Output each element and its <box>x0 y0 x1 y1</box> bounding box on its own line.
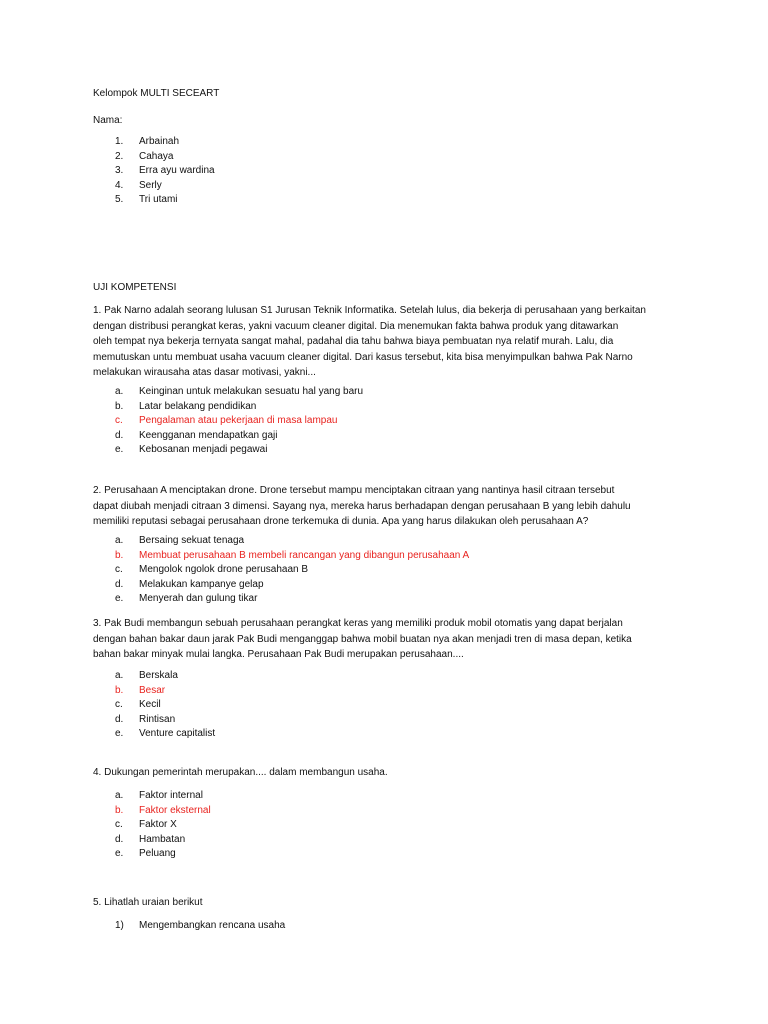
question-line: bahan bakar minyak mulai langka. Perusahaan Pak Budi merupakan perusahaan.... <box>93 649 464 660</box>
option-letter: a. <box>115 386 124 397</box>
option-letter: b. <box>115 400 124 412</box>
option-letter: b. <box>115 684 124 696</box>
question-3-text <box>93 616 683 663</box>
option-text: Venture capitalist <box>139 728 216 739</box>
option-letter: 1) <box>115 920 124 931</box>
option-text: Mengembangkan rencana usaha <box>139 920 286 931</box>
question-2-text <box>93 483 683 530</box>
option-text: Membuat perusahaan B membeli rancangan yang dibangun perusahaan A <box>139 549 470 561</box>
group-title: Kelompok MULTI SECEART <box>93 88 220 99</box>
option-text: Berskala <box>139 670 178 681</box>
member-name: Arbainah <box>139 136 180 147</box>
question-line: melakukan wirausaha atas dasar motivasi, yakni... <box>93 367 316 378</box>
option-letter: b. <box>115 804 124 816</box>
option-text: Mengolok ngolok drone perusahaan B <box>139 564 309 575</box>
option-letter: d. <box>115 578 124 590</box>
question-4-text <box>93 765 683 781</box>
member-name: Erra ayu wardina <box>139 165 215 176</box>
item-number: 4. <box>115 179 124 191</box>
option-text: Faktor eksternal <box>139 804 211 816</box>
question-line: 5. Lihatlah uraian berikut <box>93 897 203 908</box>
section-title: UJI KOMPETENSI <box>93 282 177 293</box>
option-text: Besar <box>139 684 166 696</box>
option-letter: b. <box>115 549 124 561</box>
option-text: Kebosanan menjadi pegawai <box>139 444 268 455</box>
option-text: Hambatan <box>139 833 186 845</box>
option-text: Bersaing sekuat tenaga <box>139 535 245 546</box>
question-line: 4. Dukungan pemerintah merupakan.... dalam membangun usaha. <box>93 767 388 778</box>
option-letter: a. <box>115 790 124 801</box>
question-line: memiliki reputasi sebagai perusahaan drone terkemuka di dunia. Apa yang harus dilakukan oleh perusahaan A? <box>93 516 589 527</box>
option-letter: d. <box>115 713 124 725</box>
item-number: 3. <box>115 165 124 176</box>
option-letter: c. <box>115 699 123 710</box>
option-letter: e. <box>115 728 124 739</box>
question-line: 3. Pak Budi membangun sebuah perusahaan perangkat keras yang memiliki produk mobil otomatis yang dapat berjalan <box>93 618 623 629</box>
option-text: Latar belakang pendidikan <box>139 400 257 412</box>
question-5-text <box>93 895 683 911</box>
item-number: 2. <box>115 150 124 162</box>
option-letter: e. <box>115 593 124 604</box>
option-text: Faktor X <box>139 819 177 830</box>
option-text: Rintisan <box>139 713 176 725</box>
question-1-text <box>93 303 683 381</box>
option-letter: e. <box>115 444 124 455</box>
question-line: oleh tempat nya bekerja ternyata sangat mahal, padahal dia tahu bahwa biaya pembuatan nya relatif murah. Lalu, dia <box>93 336 614 347</box>
option-letter: e. <box>115 848 124 859</box>
option-text: Keinginan untuk melakukan sesuatu hal yang baru <box>139 386 364 397</box>
option-letter: d. <box>115 833 124 845</box>
option-text: Kecil <box>139 699 161 710</box>
question-line: dengan bahan bakar daun jarak Pak Budi menganggap bahwa mobil buatan nya akan menjadi tren di masa depan, ketika <box>93 633 632 645</box>
member-name: Tri utami <box>139 194 178 205</box>
option-text: Menyerah dan gulung tikar <box>139 593 258 604</box>
option-letter: c. <box>115 415 123 426</box>
option-letter: c. <box>115 564 123 575</box>
item-number: 5. <box>115 194 124 205</box>
question-line: dengan distribusi perangkat keras, yakni vacuum cleaner digital. Dia menemukan fakta bahwa produk yang ditawarkan <box>93 320 619 332</box>
question-line: 2. Perusahaan A menciptakan drone. Drone tersebut mampu menciptakan citraan yang nantinya hasil citraan tersebut <box>93 485 615 496</box>
question-line: memutuskan untu membuat usaha vacuum cleaner digital. Dari kasus tersebut, kita bisa menyimpulkan bahwa Pak Narno <box>93 351 633 363</box>
option-text: Peluang <box>139 848 176 859</box>
question-line: 1. Pak Narno adalah seorang lulusan S1 Jurusan Teknik Informatika. Setelah lulus, dia bekerja di perusahaan yang berkaitan <box>93 305 646 316</box>
option-text: Keengganan mendapatkan gaji <box>139 429 278 441</box>
option-text: Faktor internal <box>139 790 203 801</box>
names-label: Nama: <box>93 115 123 126</box>
question-line: dapat diubah menjadi citraan 3 dimensi. Sayang nya, mereka harus berhadapan dengan perusahaan B yang lebih dahulu <box>93 500 631 512</box>
option-letter: a. <box>115 535 124 546</box>
option-letter: c. <box>115 819 123 830</box>
member-name: Cahaya <box>139 150 174 162</box>
option-letter: a. <box>115 670 124 681</box>
option-text: Melakukan kampanye gelap <box>139 578 264 590</box>
member-name: Serly <box>139 179 162 191</box>
option-letter: d. <box>115 429 124 441</box>
option-text: Pengalaman atau pekerjaan di masa lampau <box>139 415 338 426</box>
item-number: 1. <box>115 136 124 147</box>
